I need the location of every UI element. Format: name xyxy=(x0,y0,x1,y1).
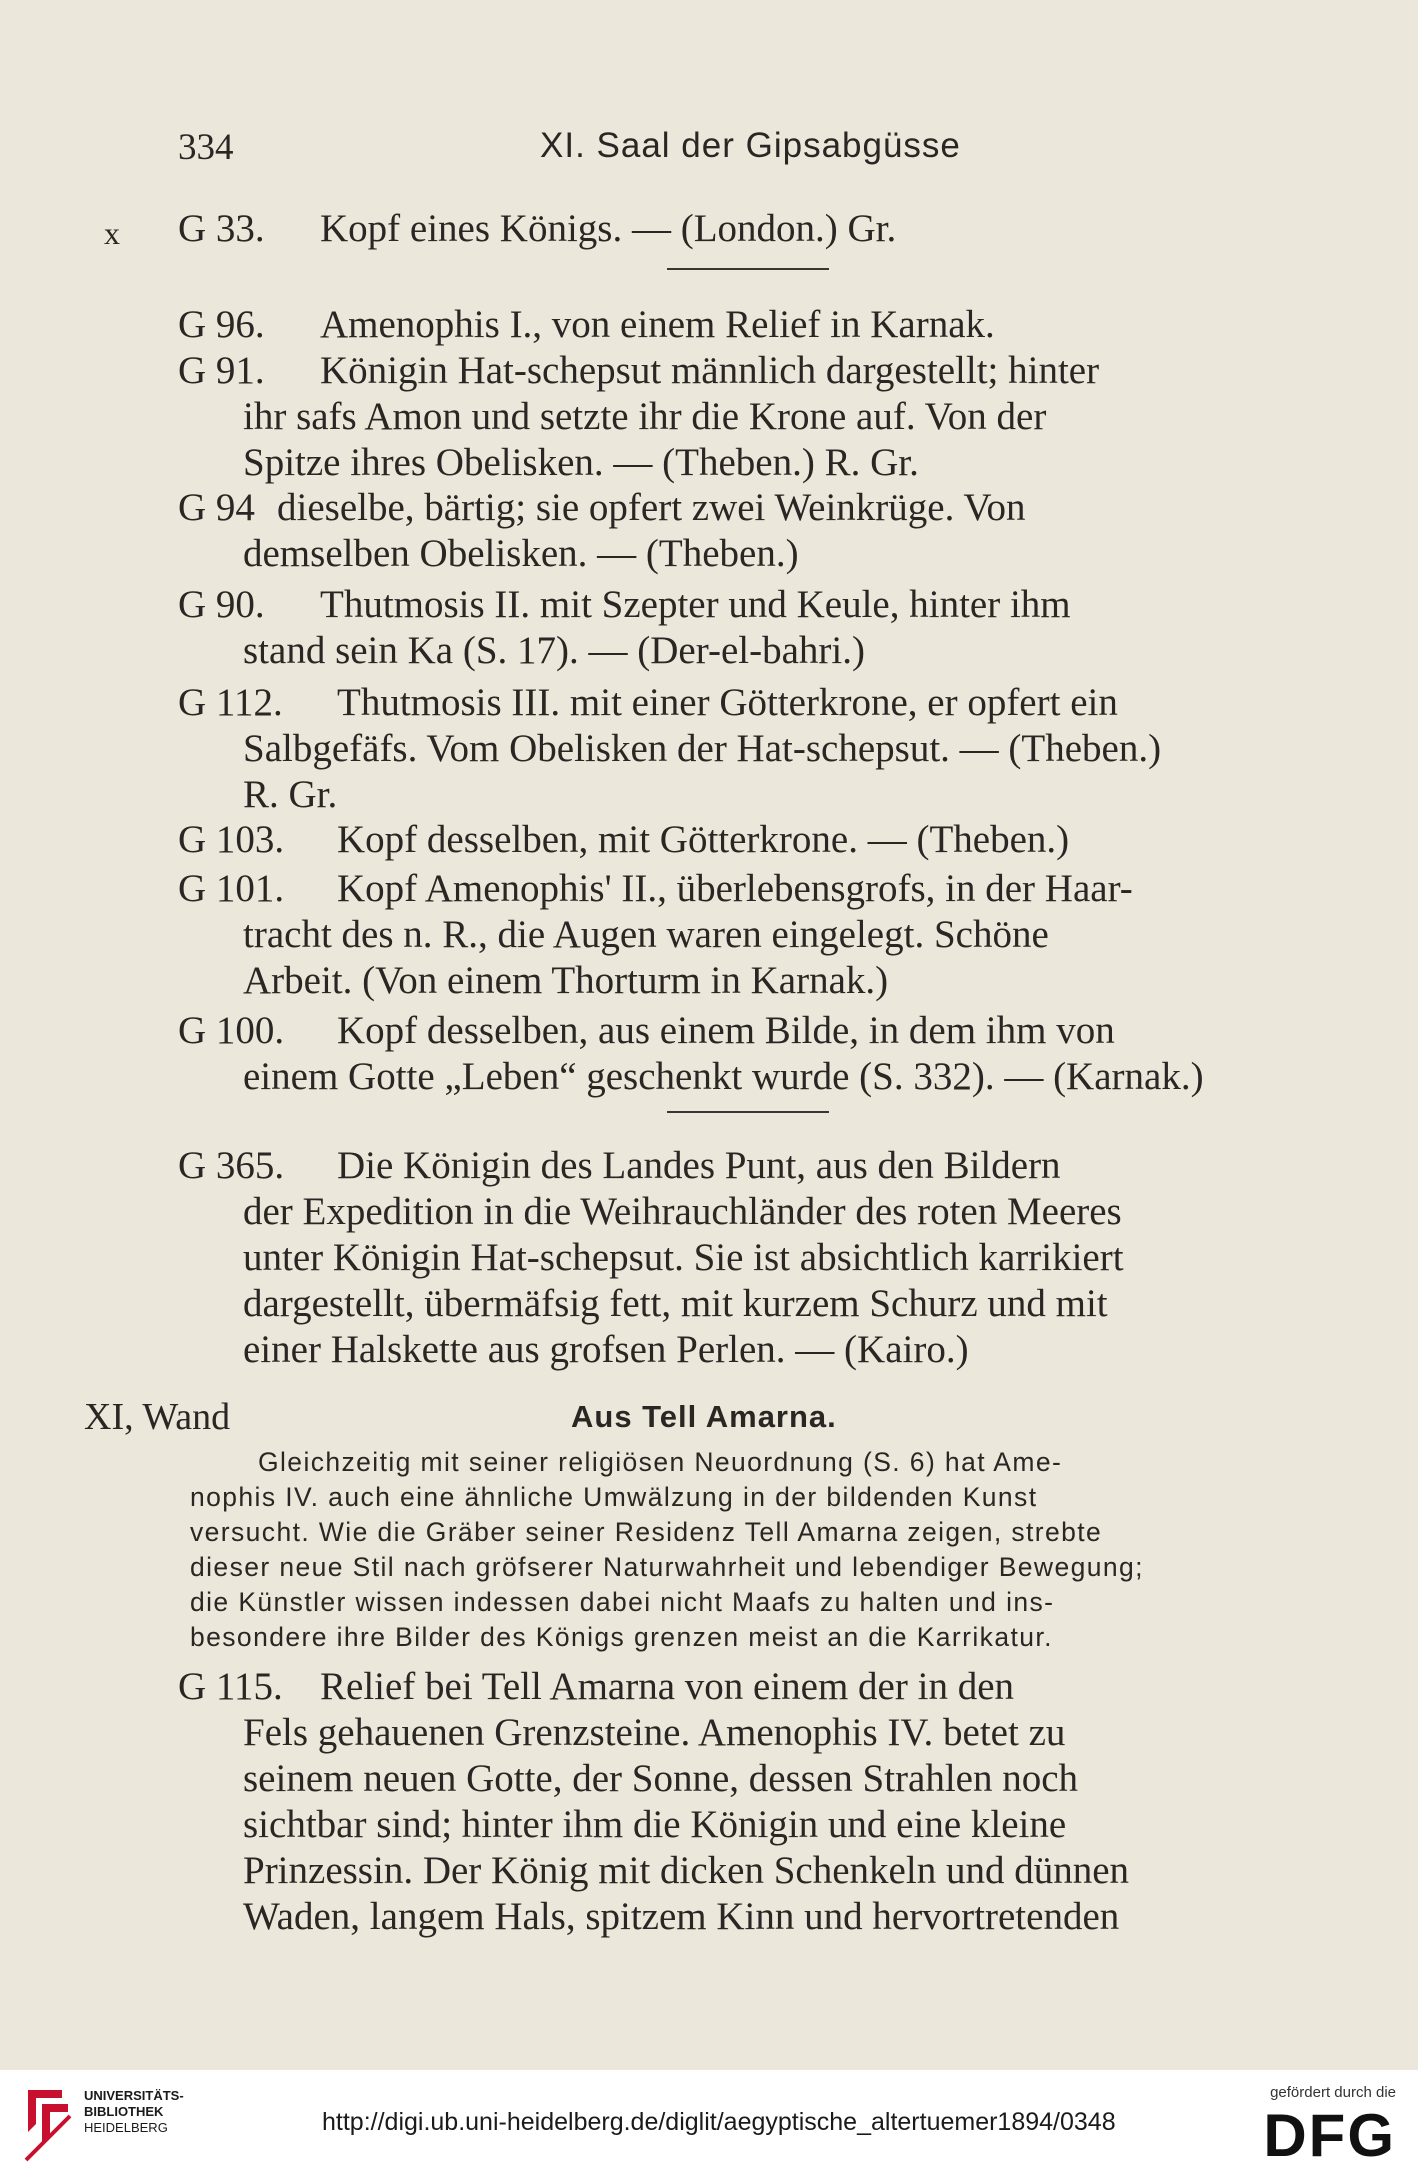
running-title: XI. Saal der Gipsabgüsse xyxy=(540,126,961,165)
entry-text: Salbgefäfs. Vom Obelisken der Hat-schepsut. — (Theben.) xyxy=(243,727,1162,770)
entry-text: Die Königin des Landes Punt, aus den Bildern xyxy=(337,1144,1061,1187)
separator-rule xyxy=(667,268,829,270)
footer-bar xyxy=(0,2070,1418,2176)
entry-text: unter Königin Hat-schepsut. Sie ist absichtlich karrikiert xyxy=(243,1236,1124,1279)
entry-text: demselben Obelisken. — (Theben.) xyxy=(243,532,799,575)
separator-rule xyxy=(667,1111,829,1113)
library-line: HEIDELBERG xyxy=(84,2120,168,2135)
permalink-url[interactable]: http://digi.ub.uni-heidelberg.de/diglit/aegyptische_altertuemer1894/0348 xyxy=(322,2108,1116,2136)
entry-text: dieselbe, bärtig; sie opfert zwei Weinkrüge. Von xyxy=(277,486,1026,529)
room-wall-label: XI, Wand xyxy=(84,1396,231,1438)
entry-text: Königin Hat-schepsut männlich dargestellt; hinter xyxy=(320,349,1100,392)
intro-line: besondere ihre Bilder des Königs grenzen meist an die Karrikatur. xyxy=(190,1622,1053,1652)
section-heading xyxy=(84,1395,1334,1445)
entry-text: Arbeit. (Von einem Thorturm in Karnak.) xyxy=(243,959,889,1002)
entry-number: G 33. xyxy=(178,207,265,250)
entry-marker: x xyxy=(104,215,120,251)
entry-number: G 115. xyxy=(178,1665,283,1708)
intro-line: dieser neue Stil nach gröfserer Naturwahrheit und lebendiger Bewegung; xyxy=(190,1552,1144,1582)
entry-text: Prinzessin. Der König mit dicken Schenkeln und dünnen xyxy=(243,1849,1130,1892)
entry-text: seinem neuen Gotte, der Sonne, dessen Strahlen noch xyxy=(243,1757,1079,1800)
university-library-logo-icon xyxy=(22,2084,74,2164)
entry-text: Fels gehauenen Grenzsteine. Amenophis IV. betet zu xyxy=(243,1711,1066,1754)
entry-text: Thutmosis III. mit einer Götterkrone, er opfert ein xyxy=(337,681,1118,724)
entry-text: stand sein Ka (S. 17). — (Der-el-bahri.) xyxy=(243,629,865,672)
entry-text: Amenophis I., von einem Relief in Karnak. xyxy=(320,303,995,346)
page-header xyxy=(178,126,978,176)
section-title: Aus Tell Amarna. xyxy=(571,1399,837,1434)
library-line: BIBLIOTHEK xyxy=(84,2104,164,2119)
entry-text: Spitze ihres Obelisken. — (Theben.) R. Gr. xyxy=(243,441,919,484)
entry-number: G 94 xyxy=(178,486,255,529)
intro-line: versucht. Wie die Gräber seiner Residenz Tell Amarna zeigen, strebte xyxy=(190,1517,1103,1547)
entry-number: G 90. xyxy=(178,583,265,626)
entry-number: G 103. xyxy=(178,818,285,861)
entry-number: G 101. xyxy=(178,867,285,910)
entry-text: sichtbar sind; hinter ihm die Königin und eine kleine xyxy=(243,1803,1067,1846)
entry-text: einer Halskette aus grofsen Perlen. — (Kairo.) xyxy=(243,1328,969,1371)
entry-text: Thutmosis II. mit Szepter und Keule, hinter ihm xyxy=(320,583,1071,626)
intro-line: nophis IV. auch eine ähnliche Umwälzung in der bildenden Kunst xyxy=(190,1482,1038,1512)
entry-text: tracht des n. R., die Augen waren eingelegt. Schöne xyxy=(243,913,1049,956)
entry-text: ihr safs Amon und setzte ihr die Krone auf. Von der xyxy=(243,395,1047,438)
entry-text: Relief bei Tell Amarna von einem der in den xyxy=(320,1665,1015,1708)
library-name xyxy=(84,2088,184,2136)
dfg-logo: DFG xyxy=(1263,2102,1396,2169)
entry-text: Kopf desselben, aus einem Bilde, in dem ihm von xyxy=(337,1009,1115,1052)
entry-text: Waden, langem Hals, spitzem Kinn und hervortretenden xyxy=(243,1895,1120,1938)
entry-number: G 91. xyxy=(178,349,265,392)
library-line: UNIVERSITÄTS- xyxy=(84,2088,184,2103)
entry-text: einem Gotte „Leben“ geschenkt wurde (S. 332). — (Karnak.) xyxy=(243,1055,1204,1098)
intro-line: die Künstler wissen indessen dabei nicht Maafs zu halten und ins- xyxy=(190,1587,1055,1617)
entry-text: Kopf Amenophis' II., überlebensgrofs, in der Haar- xyxy=(337,867,1133,910)
entry-number: G 100. xyxy=(178,1009,285,1052)
page-number: 334 xyxy=(178,127,234,168)
entry-text: der Expedition in die Weihrauchländer des roten Meeres xyxy=(243,1190,1122,1233)
entry-number: G 96. xyxy=(178,303,265,346)
entry-text: Kopf desselben, mit Götterkrone. — (Theben.) xyxy=(337,818,1070,861)
entry-text: dargestellt, übermäfsig fett, mit kurzem Schurz und mit xyxy=(243,1282,1108,1325)
entry-text: R. Gr. xyxy=(243,773,338,816)
entry-number: G 365. xyxy=(178,1144,285,1187)
intro-line: Gleichzeitig mit seiner religiösen Neuordnung (S. 6) hat Ame- xyxy=(258,1447,1063,1477)
entry-number: G 112. xyxy=(178,681,283,724)
funding-note: gefördert durch die xyxy=(1270,2084,1396,2101)
entry-text: Kopf eines Königs. — (London.) Gr. xyxy=(320,207,897,250)
